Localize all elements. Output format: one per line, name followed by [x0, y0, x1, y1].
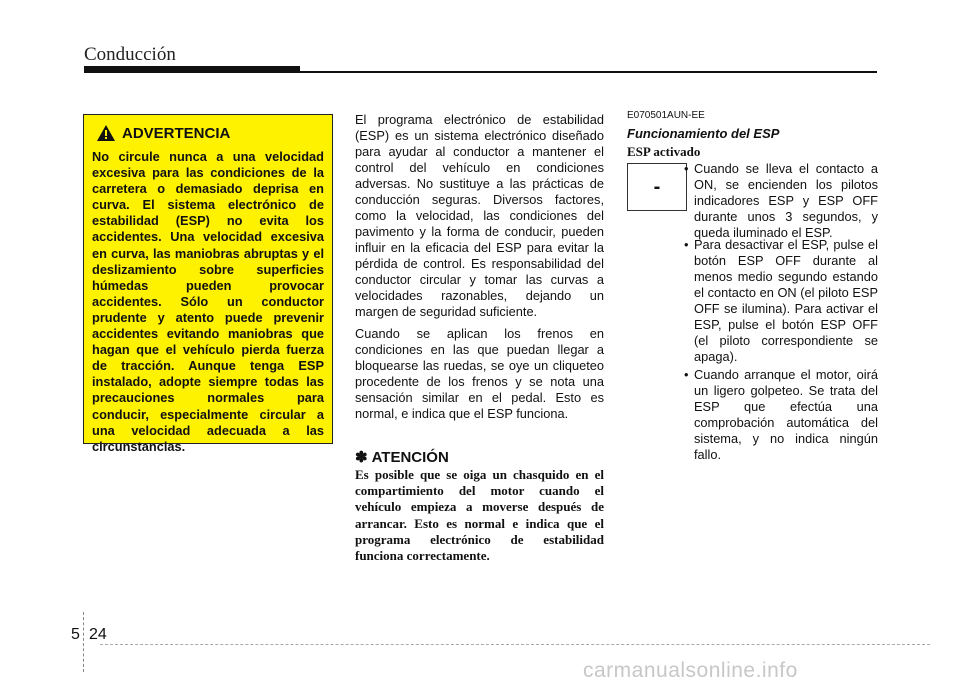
indicator-image-box: - [627, 163, 687, 211]
page-header-title: Conducción [84, 44, 176, 65]
watermark: carmanualsonline.info [583, 659, 798, 682]
attention-star-icon: ✽ [355, 449, 368, 466]
esp-bullet-list [684, 237, 878, 465]
page-number: 24 [89, 626, 107, 643]
attention-heading [355, 448, 449, 466]
warning-text: No circule nunca a una velocidad excesiva para las condiciones de la carretera o demasiado deprisa en curva. El sistema electrónico de estabilidad (ESP) no evita los accidentes. Una velocidad excesiva en curva, las maniobras abruptas y el deslizamiento sobre superficies húmedas pueden provocar accidentes. Sólo un conductor prudente y atento puede prevenir accidentes evitando maniobras que hagan que el vehículo pierda fuerza de tracción. Aunque tenga ESP instalado, adopte siempre todas las precauciones normales para conducir, especialmente circular a una velocidad adecuada a las circunstancias. [92, 149, 324, 454]
footer-divider [83, 612, 85, 672]
bullet-dot-icon: • [684, 367, 689, 382]
esp-activated-label: ESP activado [627, 144, 701, 159]
warning-heading [96, 124, 230, 142]
esp-paragraph-1: El programa electrónico de estabilidad (ESP) es un sistema electrónico diseñado para ayudar al conductor a mantener el control del vehículo en condiciones adversas. No sustituye a las prácticas de conducción seguras. Diversos factores, como la velocidad, las condiciones del pavimento y la forma de conducir, pueden influir en la eficacia del ESP para evitar la pérdida de control. Es responsabilidad del conductor circular y tomar las curvas a velocidades razonables, dejando un margen de seguridad suficiente. [355, 112, 604, 319]
list-item: • Cuando arranque el motor, oirá un ligero golpeteo. Se trata del ESP que efectúa una comprobación automática del sistema, y no indica ningún fallo. [684, 367, 878, 462]
footer-rule [100, 644, 930, 645]
esp-description-column [355, 112, 604, 428]
header-rule [300, 71, 877, 73]
section-number: 5 [71, 626, 80, 643]
attention-text: Es posible que se oiga un chasquido en el compartimiento del motor cuando el vehículo empieza a moverse después de arrancar. Esto es normal e indica que el programa electrónico de estabilidad funciona correctamente. [355, 467, 604, 564]
list-item: • Para desactivar el ESP, pulse el botón ESP OFF durante al menos medio segundo estando el contacto en ON (el piloto ESP OFF se ilumina). Para activar el ESP, pulse el botón ESP OFF (el piloto correspondiente se apaga). [684, 237, 878, 364]
esp-paragraph-2: Cuando se aplican los frenos en condiciones en las que puedan llegar a bloquearse las ruedas, se oye un cliqueteo procedente de los frenos y se nota una sensación similar en el pedal. Esto es normal, e indica que el ESP funciona. [355, 326, 604, 421]
warning-box [83, 114, 333, 454]
list-item: • Cuando se lleva el contacto a ON, se encienden los pilotos indicadores ESP y ESP OFF durante unos 3 segundos, y queda iluminado el ESP. [684, 161, 878, 240]
bullet-dot-icon: • [684, 237, 689, 252]
esp-bullet-list-top [684, 161, 878, 243]
bullet-dot-icon: • [684, 161, 689, 176]
section-subtitle: Funcionamiento del ESP [627, 126, 780, 141]
attention-title: ATENCIÓN [371, 448, 449, 466]
section-code: E070501AUN-EE [627, 110, 705, 121]
warning-triangle-icon [96, 124, 116, 142]
warning-title: ADVERTENCIA [122, 124, 231, 142]
header-bar [84, 66, 300, 73]
